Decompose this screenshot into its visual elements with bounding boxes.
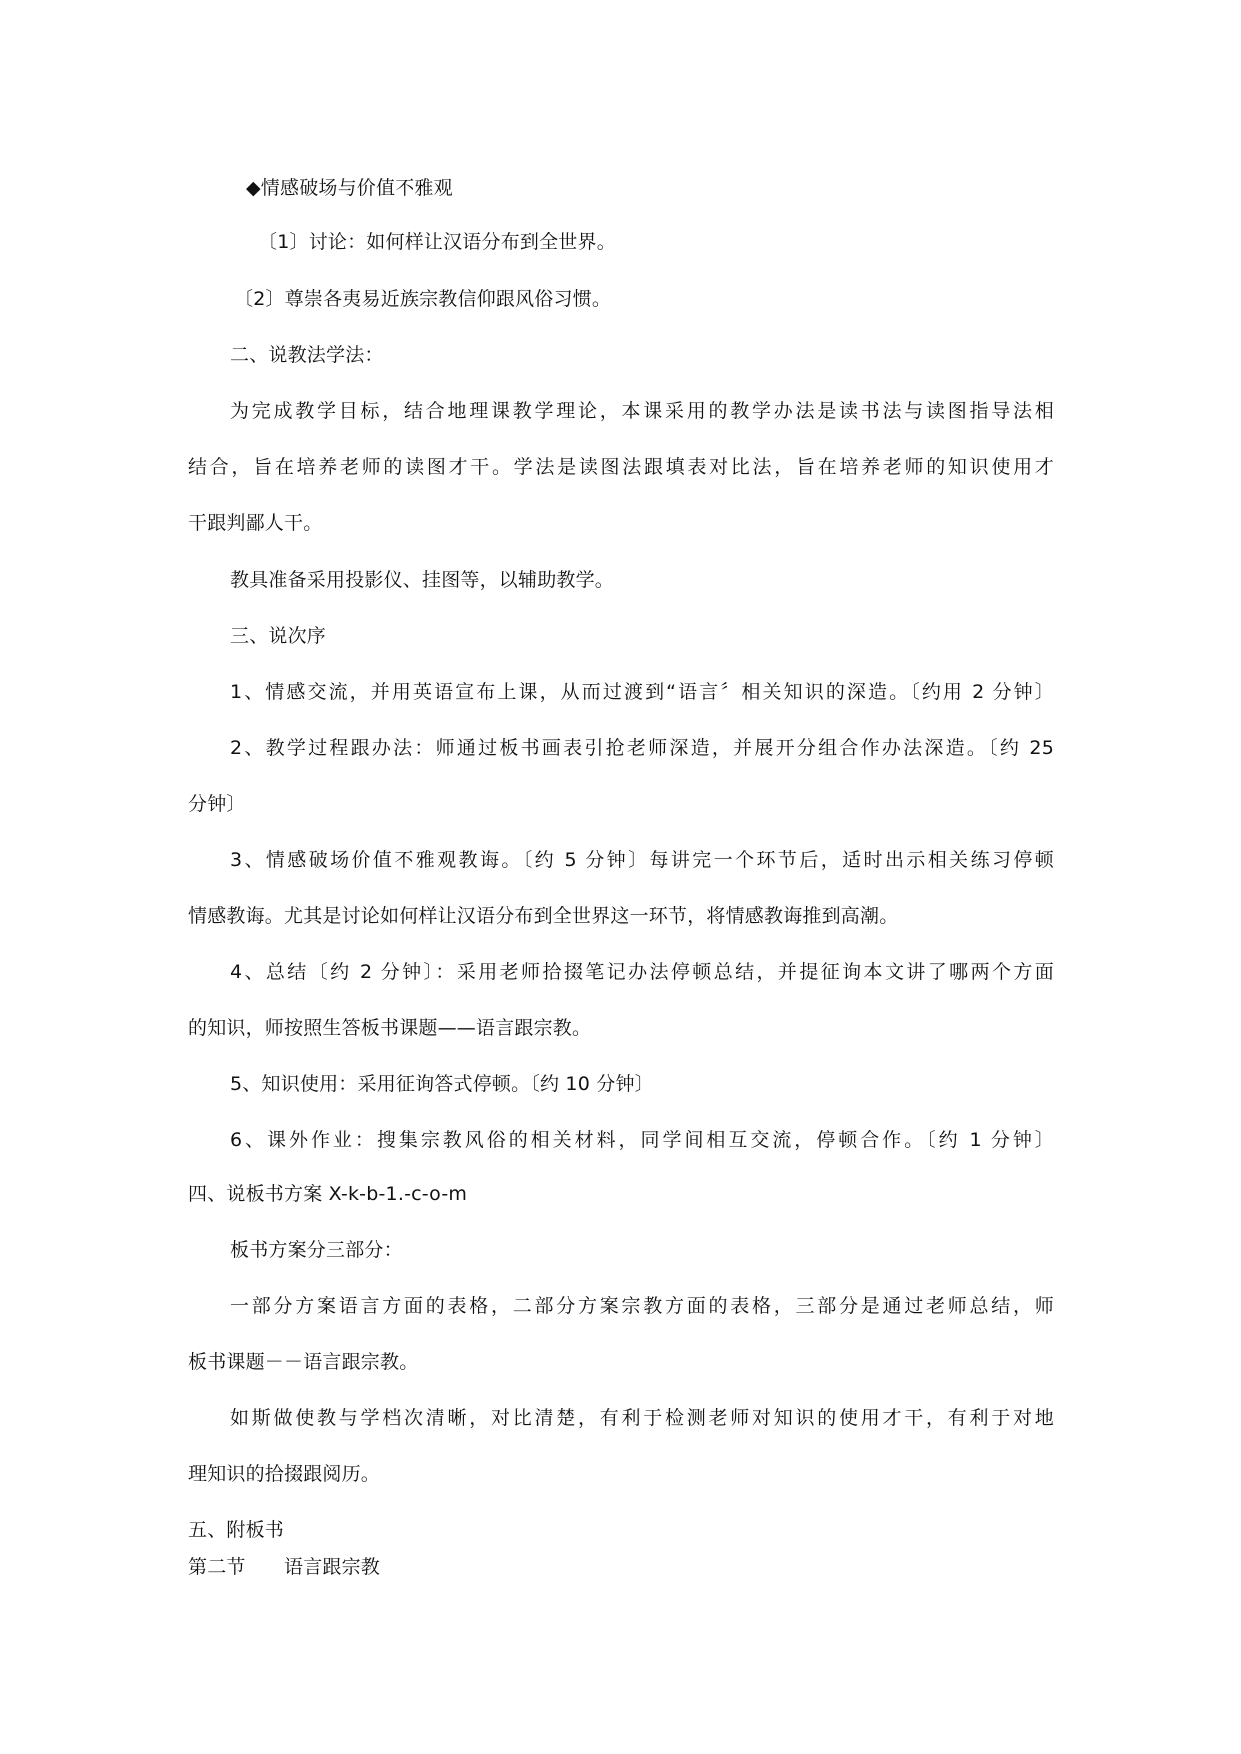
paragraph-line: 如斯做使教与学档次清晰，对比清楚，有利于检测老师对知识的使用才干，有利于对地: [230, 1407, 1054, 1429]
section-heading-sequence: 三、说次序: [230, 625, 327, 647]
list-item-step-6: 6、课外作业：搜集宗教风俗的相关材料，同学间相互交流，停顿合作。〔约 1 分钟〕: [230, 1129, 1054, 1151]
section-heading-appendix: 五、附板书: [188, 1519, 285, 1541]
list-item-step-5: 5、知识使用：采用征询答式停顿。〔约 10 分钟〕: [230, 1073, 654, 1095]
paragraph-line: 情感教诲。尤其是讨论如何样让汉语分布到全世界这一环节，将情感教诲推到高潮。: [188, 905, 899, 927]
paragraph-line: 干跟判鄙人干。: [188, 512, 323, 534]
paragraph-line: 为完成教学目标，结合地理课教学理论，本课采用的教学办法是读书法与读图指导法相: [230, 400, 1054, 422]
list-item-step-1: 1、情感交流，并用英语宣布上课，从而过渡到“语言〞相关知识的深造。〔约用 2 分钟〕: [230, 681, 1054, 703]
list-item-discussion: 〔1〕讨论：如何样让汉语分布到全世界。: [258, 231, 616, 253]
paragraph-line: 教具准备采用投影仪、挂图等，以辅助教学。: [230, 569, 615, 591]
list-item-respect: 〔2〕尊崇各夷易近族宗教信仰跟风俗习惯。: [234, 288, 612, 310]
list-item-step-2: 2、教学过程跟办法：师通过板书画表引抢老师深造，并展开分组合作办法深造。〔约 25: [230, 737, 1054, 759]
list-item-step-3: 3、情感破场价值不雅观教诲。〔约 5 分钟〕每讲完一个环节后，适时出示相关练习停顿: [230, 849, 1054, 871]
board-title: 第二节 语言跟宗教: [188, 1556, 381, 1578]
heading-emotion-values: ◆情感破场与价值不雅观: [246, 177, 453, 199]
paragraph-line: 板书课题－－语言跟宗教。: [188, 1351, 419, 1373]
paragraph-line: 的知识，师按照生答板书课题——语言跟宗教。: [188, 1017, 592, 1039]
paragraph-line: 结合，旨在培养老师的读图才干。学法是读图法跟填表对比法，旨在培养老师的知识使用才: [188, 456, 1054, 478]
section-heading-methods: 二、说教法学法：: [230, 344, 384, 366]
paragraph-line: 分钟〕: [188, 793, 246, 815]
list-item-step-4: 4、总结〔约 2 分钟〕：采用老师拾掇笔记办法停顿总结，并提征询本文讲了哪两个方面: [230, 961, 1054, 983]
paragraph-line: 板书方案分三部分：: [230, 1239, 403, 1261]
section-heading-board-plan: 四、说板书方案 X-k-b-1.-c-o-m: [188, 1183, 468, 1205]
paragraph-line: 理知识的拾掇跟阅历。: [188, 1463, 381, 1485]
paragraph-line: 一部分方案语言方面的表格，二部分方案宗教方面的表格，三部分是通过老师总结，师: [230, 1295, 1054, 1317]
